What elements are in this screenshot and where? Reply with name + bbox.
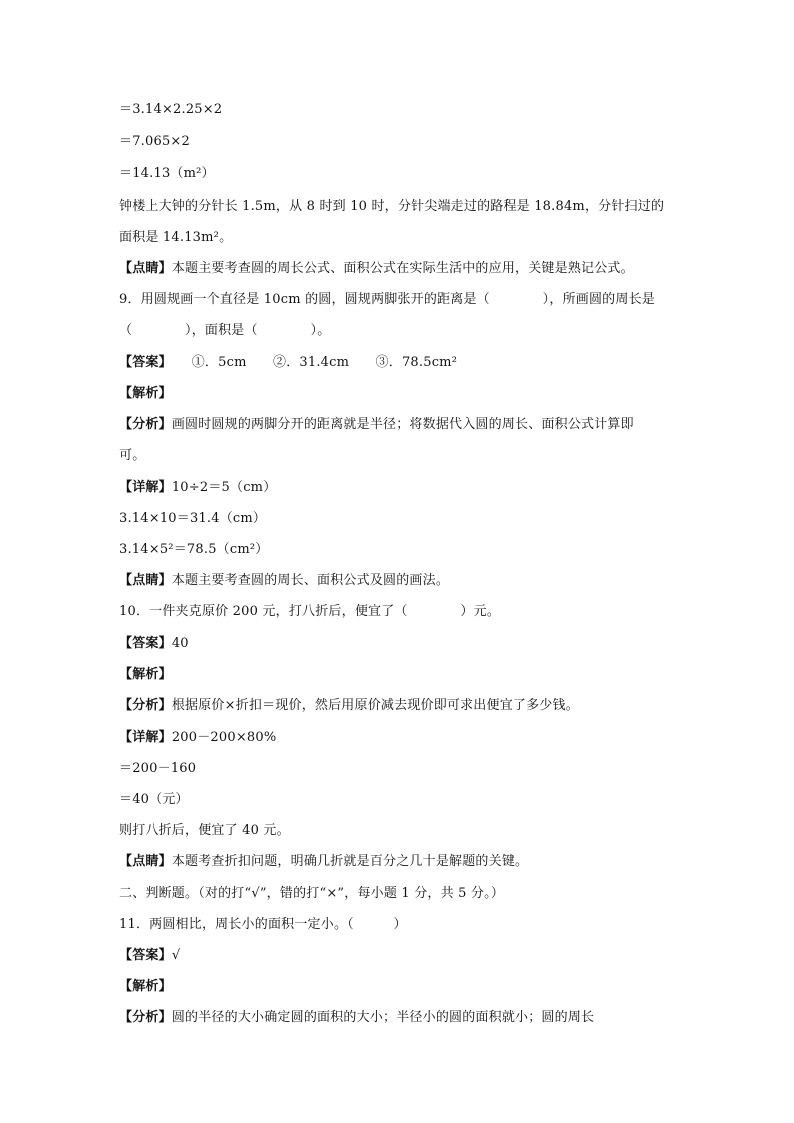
question-9-line-2: （ ），面积是（ ）。 [119,323,331,338]
dianjing-label: 【点睛】 [119,573,172,588]
xiangjie-label: 【详解】 [119,730,172,745]
jiexi-label-11: 【解析】 [119,979,172,994]
fenxi-9-line-1 [119,415,634,435]
calc-line-2: ＝7.065×2 [119,134,190,149]
fenxi-text: 根据原价×折扣＝现价，然后用原价减去现价即可求出便宜了多少钱。 [171,698,579,713]
answer-text: ①．5cm ②．31.4cm ③．78.5cm² [165,355,458,370]
section-heading-judgement: 二、判断题。（对的打“√”，错的打“×”，每小题 1 分，共 5 分。） [119,886,505,901]
dianjing-text: 本题考查折扣问题，明确几折就是百分之几十是解题的关键。 [171,854,529,869]
fenxi-text: 画圆时圆规的两脚分开的距离就是半径；将数据代入圆的周长、面积公式计算即 [171,417,634,432]
jiexi-label-10: 【解析】 [119,667,172,682]
conclusion-10: 则打八折后，便宜了 40 元。 [119,823,290,838]
question-9-line-1: 9．用圆规画一个直径是 10cm 的圆，圆规两脚张开的距离是（ ），所画圆的周长是 [119,292,655,307]
answer-label: 【答案】 [119,948,172,963]
calc-line-3: ＝14.13（m²） [119,166,215,181]
dianjing-10 [119,852,528,872]
dianjing-text: 本题主要考查圆的周长、面积公式及圆的画法。 [171,573,450,588]
answer-10 [119,634,189,654]
fenxi-10 [119,696,579,716]
fenxi-label: 【分析】 [119,698,172,713]
xiangjie-text: 10÷2＝5（cm） [171,480,277,495]
answer-sentence-1: 钟楼上大钟的分针长 1.5m，从 8 时到 10 时，分针尖端走过的路程是 18.84m，分针扫过的 [119,199,665,214]
answer-9 [119,353,457,373]
xiangjie-label: 【详解】 [119,480,172,495]
dianjing-label: 【点睛】 [119,854,172,869]
fenxi-9-line-2: 可。 [119,448,146,463]
xiangjie-9-line-1 [119,478,276,498]
question-10: 10．一件夹克原价 200 元，打八折后，便宜了（ ）元。 [119,604,501,619]
fenxi-label: 【分析】 [119,417,172,432]
answer-text: 40 [171,636,189,651]
fenxi-text: 圆的半径的大小确定圆的面积的大小；半径小的圆的面积就小；圆的周长 [171,1010,595,1025]
fenxi-label: 【分析】 [119,1010,172,1025]
dianjing-label: 【点睛】 [119,261,172,276]
xiangjie-9-line-2: 3.14×10＝31.4（cm） [119,511,267,526]
answer-11 [119,946,180,966]
dianjing-line-8 [119,259,634,279]
dianjing-9 [119,571,449,591]
xiangjie-text: 200－200×80% [171,730,277,745]
xiangjie-10-line-3: ＝40（元） [119,792,189,807]
calc-line-1: ＝3.14×2.25×2 [119,102,223,117]
dianjing-text: 本题主要考查圆的周长公式、面积公式在实际生活中的应用，关键是熟记公式。 [171,261,634,276]
fenxi-11 [119,1008,594,1028]
answer-label: 【答案】 [119,355,166,370]
answer-text: √ [171,948,181,963]
jiexi-label-9: 【解析】 [119,386,172,401]
xiangjie-10-line-2: ＝200－160 [119,761,197,776]
answer-sentence-2: 面积是 14.13m²。 [119,230,233,245]
question-11: 11．两圆相比，周长小的面积一定小。（ ） [119,917,407,932]
answer-label: 【答案】 [119,636,172,651]
xiangjie-10-line-1 [119,728,276,748]
xiangjie-9-line-3: 3.14×5²＝78.5（cm²） [119,542,269,557]
